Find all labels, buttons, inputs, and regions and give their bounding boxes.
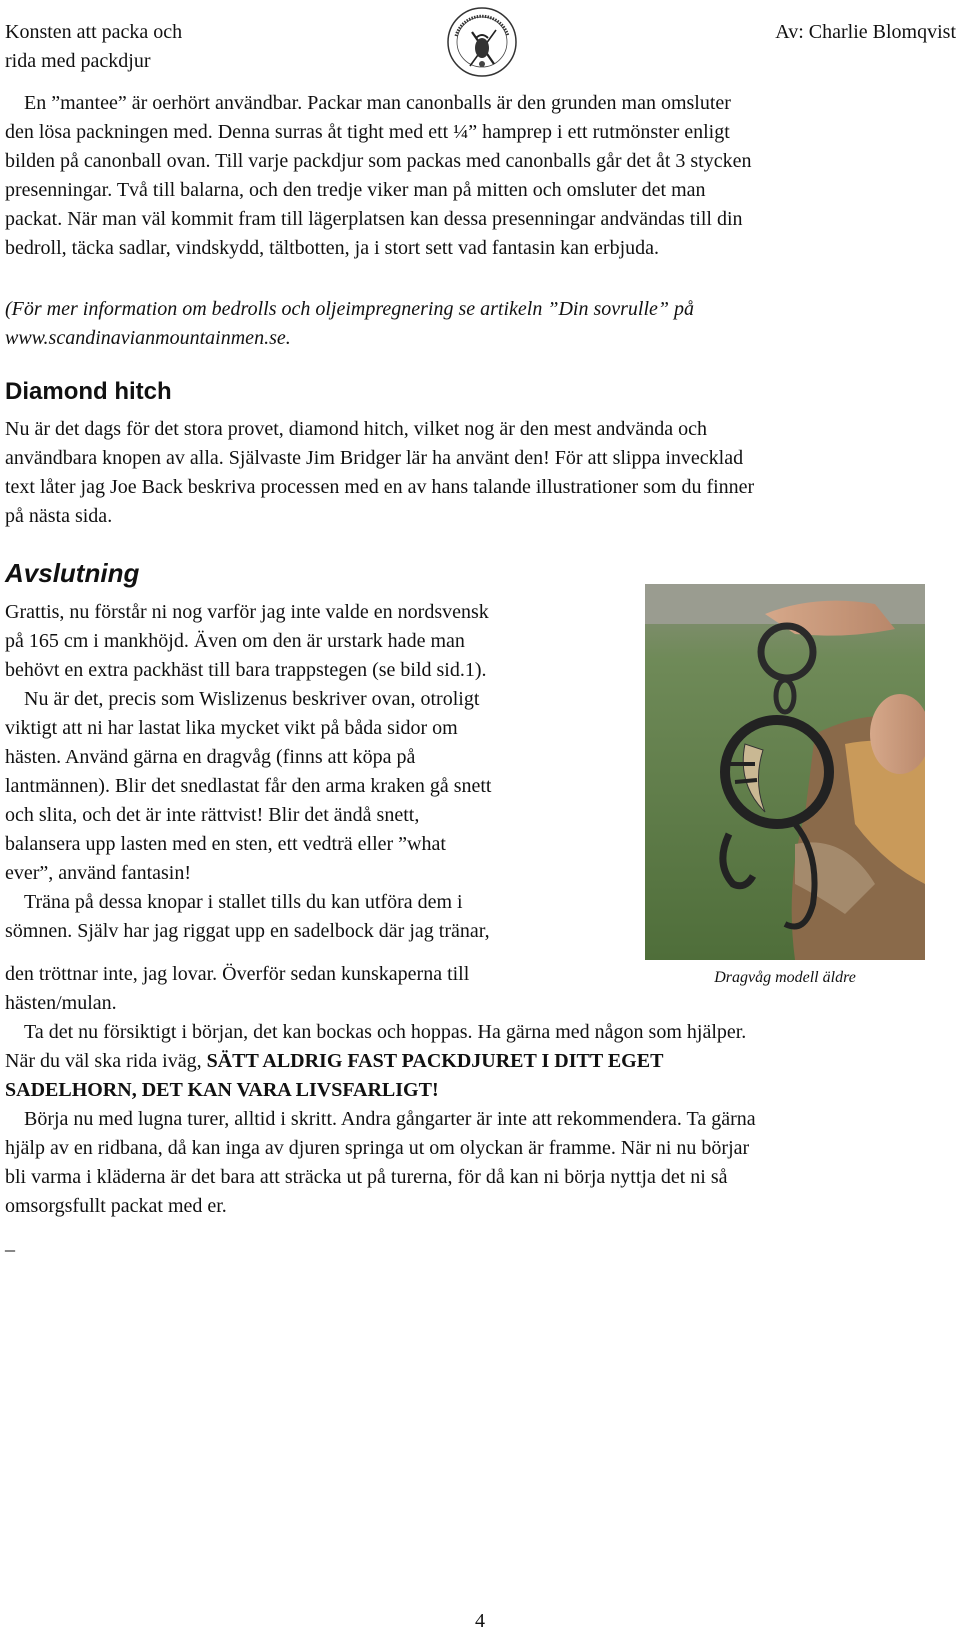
text-line: text låter jag Joe Back beskriva processen med en av hans talande illustrationer som du finner — [5, 476, 755, 498]
avslutning-paragraph-full — [5, 960, 955, 1221]
warning-text: SADELHORN, DET KAN VARA LIVSFARLIGT! — [5, 1079, 439, 1101]
warning-text: SÄTT ALDRIG FAST PACKDJURET I DITT EGET — [206, 1050, 664, 1072]
diamond-hitch-paragraph — [5, 415, 955, 531]
text-line: ever”, använd fantasin! — [5, 862, 192, 884]
text-line: bedroll, täcka sadlar, vindskydd, tältbotten, ja i stort sett vad fantasin kan erbjuda. — [5, 237, 660, 259]
header-title — [5, 18, 182, 76]
text-line: lantmännen). Blir det snedlastat får den arma kraken gå snett — [5, 775, 492, 797]
text-line: presenningar. Två till balarna, och den tredje viker man på mitten och omsluter det man — [5, 179, 706, 201]
text-line: behövt en extra packhäst till bara trappstegen (se bild sid.1). — [5, 659, 487, 681]
text-line: Börja nu med lugna turer, alltid i skritt. Andra gångarter är inte att rekommendera. Ta gärna — [24, 1108, 756, 1130]
text-line: Nu är det, precis som Wislizenus beskriver ovan, otroligt — [24, 688, 480, 710]
text-line — [5, 1047, 955, 1076]
logo-emblem — [442, 2, 522, 82]
text-line: hästen. Använd gärna en dragvåg (finns att köpa på — [5, 746, 416, 768]
text-line: användbara knopen av alla. Självaste Jim Bridger lär ha använt den! För att slippa invecklad — [5, 447, 744, 469]
text-line: den lösa packningen med. Denna surras åt tight med ett ¼” hamprep i ett rutmönster enligt — [5, 121, 730, 143]
photo-caption: Dragvåg modell äldre — [714, 969, 856, 986]
bedroll-note — [5, 295, 955, 353]
text-line: Träna på dessa knopar i stallet tills du kan utföra dem i — [24, 891, 463, 913]
diamond-hitch-heading: Diamond hitch — [5, 378, 172, 405]
text-line: bilden på canonball ovan. Till varje packdjur som packas med canonballs går det åt 3 stycken — [5, 150, 752, 172]
text-line: på 165 cm i mankhöjd. Även om den är urstark hade man — [5, 630, 465, 652]
avslutning-heading: Avslutning — [5, 558, 140, 588]
text-line: omsorgsfullt packat med er. — [5, 1195, 227, 1217]
header-author: Av: Charlie Blomqvist — [775, 21, 956, 43]
text-line: Ta det nu försiktigt i början, det kan bockas och hoppas. Ha gärna med någon som hjälper. — [24, 1021, 747, 1043]
text-line: Nu är det dags för det stora provet, diamond hitch, vilket nog är den mest andvända och — [5, 418, 708, 440]
header-title-line1: Konsten att packa och — [5, 21, 183, 43]
text-line: sömnen. Själv har jag riggat upp en sadelbock där jag tränar, — [5, 920, 490, 942]
text-line: viktigt att ni har lastat lika mycket vikt på båda sidor om — [5, 717, 458, 739]
text-line: www.scandinavianmountainmen.se. — [5, 327, 291, 349]
text-line: och slita, och det är inte rättvist! Blir det ändå snett, — [5, 804, 420, 826]
text-line: på nästa sida. — [5, 505, 113, 527]
intro-paragraph — [5, 89, 955, 263]
text-line: packat. När man väl kommit fram till lägerplatsen kan dessa presenningar andvändas till din — [5, 208, 743, 230]
text-line: (För mer information om bedrolls och oljeimpregnering se artikeln ”Din sovrulle” på — [5, 298, 695, 320]
text-line: Grattis, nu förstår ni nog varför jag inte valde en nordsvensk — [5, 601, 489, 623]
text-line: hjälp av en ridbana, då kan inga av djuren springa ut om olyckan är framme. När ni nu börjar — [5, 1137, 750, 1159]
text-line: En ”mantee” är oerhört användbar. Packar man canonballs är den grunden man omsluter — [24, 92, 731, 114]
text-line: balansera upp lasten med en sten, ett vedträ eller ”what — [5, 833, 446, 855]
text-line: bli varma i kläderna är det bara att sträcka ut på turerna, för då kan ni börja nyttja det ni så — [5, 1166, 728, 1188]
scale-photo — [645, 584, 925, 960]
text-line: hästen/mulan. — [5, 992, 117, 1014]
trailing-mark: _ — [5, 1232, 15, 1254]
text-line: den tröttnar inte, jag lovar. Överför sedan kunskaperna till — [5, 963, 470, 985]
avslutning-paragraph-wrapped — [5, 598, 625, 946]
text-span: När du väl ska rida iväg, — [5, 1050, 207, 1072]
page-number: 4 — [475, 1610, 485, 1632]
header-title-line2: rida med packdjur — [5, 50, 151, 72]
